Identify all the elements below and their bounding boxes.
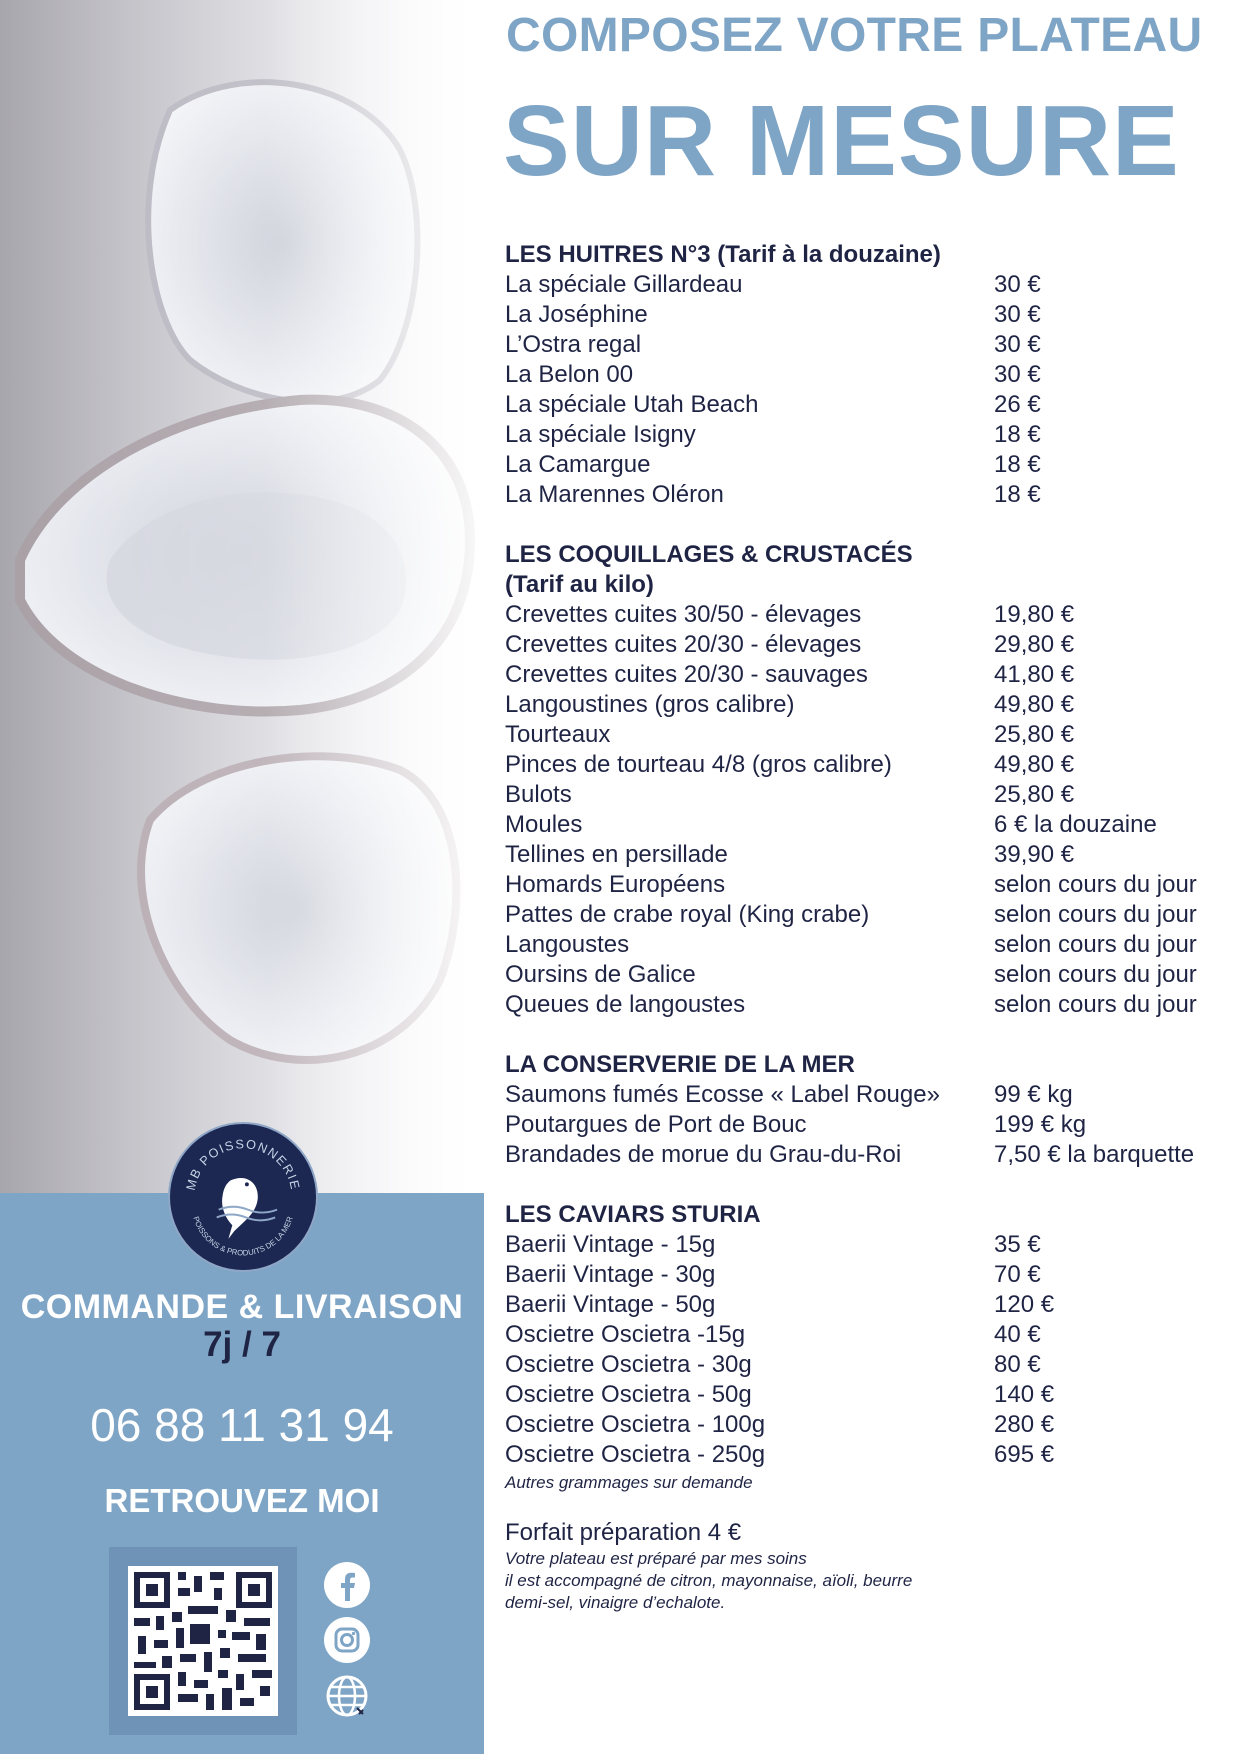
- list-item: [505, 1260, 1225, 1290]
- item-name: La spéciale Gillardeau: [505, 271, 743, 298]
- item-price: 18 €: [994, 481, 1041, 508]
- item-price: 41,80 €: [994, 661, 1075, 688]
- item-name: Pattes de crabe royal (King crabe): [505, 901, 870, 928]
- item-price: 39,90 €: [994, 841, 1075, 868]
- list-item: [505, 1140, 1225, 1170]
- list-item: [505, 1080, 1225, 1110]
- item-name: L’Ostra regal: [505, 331, 642, 358]
- list-item: [505, 390, 1225, 420]
- caviar-note: Autres grammages sur demande: [505, 1473, 753, 1492]
- item-price: 26 €: [994, 391, 1041, 418]
- item-name: Brandades de morue du Grau-du-Roi: [505, 1141, 902, 1168]
- item-price: 6 € la douzaine: [994, 811, 1157, 838]
- list-item: [505, 1230, 1225, 1260]
- item-name: Homards Européens: [505, 871, 726, 898]
- item-price: 35 €: [994, 1231, 1041, 1258]
- item-price: 695 €: [994, 1441, 1055, 1468]
- description-line: demi-sel, vinaigre d’echalote.: [505, 1593, 726, 1612]
- list-item: [505, 300, 1225, 330]
- list-item: [505, 1110, 1225, 1140]
- fish-icon: [217, 1178, 277, 1239]
- item-price: selon cours du jour: [994, 901, 1197, 928]
- facebook-link[interactable]: [323, 1561, 371, 1609]
- list-item: [505, 1290, 1225, 1320]
- item-price: 25,80 €: [994, 781, 1075, 808]
- item-name: Pinces de tourteau 4/8 (gros calibre): [505, 751, 892, 778]
- section-coquillages: [505, 540, 1225, 1020]
- list-item: [505, 420, 1225, 450]
- list-item: [505, 660, 1225, 690]
- find-me-heading: RETROUVEZ MOI: [104, 1482, 380, 1519]
- instagram-link[interactable]: [323, 1616, 371, 1664]
- list-item: [505, 960, 1225, 990]
- item-name: Saumons fumés Ecosse « Label Rouge»: [505, 1081, 940, 1108]
- item-name: Crevettes cuites 20/30 - élevages: [505, 631, 862, 658]
- item-name: Bulots: [505, 781, 572, 808]
- item-name: La Marennes Oléron: [505, 481, 724, 508]
- qr-code[interactable]: [109, 1547, 297, 1735]
- section-conserverie: [505, 1050, 1225, 1170]
- item-name: Oscietre Oscietra - 250g: [505, 1441, 766, 1468]
- item-price: 19,80 €: [994, 601, 1075, 628]
- list-item: [505, 330, 1225, 360]
- item-name: Oscietre Oscietra -15g: [505, 1321, 746, 1348]
- oyster-illustration: [0, 0, 484, 1193]
- item-name: Oscietre Oscietra - 30g: [505, 1351, 752, 1378]
- list-item: [505, 780, 1225, 810]
- item-name: Crevettes cuites 30/50 - élevages: [505, 601, 862, 628]
- section-title: LES CAVIARS STURIA: [505, 1201, 761, 1228]
- item-price: 49,80 €: [994, 751, 1075, 778]
- list-item: [505, 840, 1225, 870]
- list-item: [505, 930, 1225, 960]
- description-line: Votre plateau est préparé par mes soins: [505, 1549, 807, 1568]
- list-item: [505, 360, 1225, 390]
- preparation-fee: Forfait préparation 4 €: [505, 1519, 742, 1546]
- item-name: Queues de langoustes: [505, 991, 746, 1018]
- section-caviars: [505, 1200, 1225, 1496]
- item-name: La Joséphine: [505, 301, 648, 328]
- item-name: Moules: [505, 811, 583, 838]
- page-title-line-2: SUR MESURE: [503, 85, 1180, 197]
- qr-code-icon: [128, 1566, 278, 1716]
- item-name: Poutargues de Port de Bouc: [505, 1111, 807, 1138]
- item-price: 49,80 €: [994, 691, 1075, 718]
- item-price: selon cours du jour: [994, 931, 1197, 958]
- logo-top-text: MB POISSONNERIE: [183, 1137, 303, 1192]
- section-subtitle: (Tarif au kilo): [505, 571, 654, 598]
- item-price: 30 €: [994, 331, 1041, 358]
- list-item: [505, 750, 1225, 780]
- item-price: selon cours du jour: [994, 991, 1197, 1018]
- list-item: [505, 900, 1225, 930]
- list-item: [505, 1410, 1225, 1440]
- list-item: [505, 270, 1225, 300]
- list-item: [505, 1380, 1225, 1410]
- item-price: 99 € kg: [994, 1081, 1073, 1108]
- item-name: Langoustines (gros calibre): [505, 691, 795, 718]
- list-item: [505, 480, 1225, 510]
- page-title-line-1: COMPOSEZ VOTRE PLATEAU: [506, 9, 1203, 62]
- item-price: 7,50 € la barquette: [994, 1141, 1195, 1168]
- order-days: 7j / 7: [203, 1325, 281, 1364]
- list-item: [505, 810, 1225, 840]
- order-delivery-title: COMMANDE & LIVRAISON: [20, 1288, 464, 1326]
- website-link[interactable]: [323, 1672, 371, 1720]
- globe-icon: [323, 1672, 371, 1720]
- item-price: 80 €: [994, 1351, 1041, 1378]
- logo-bottom-text: POISSONS & PRODUITS DE LA MER: [191, 1215, 295, 1258]
- item-price: 30 €: [994, 361, 1041, 388]
- item-name: Baerii Vintage - 30g: [505, 1261, 716, 1288]
- instagram-icon: [323, 1616, 371, 1664]
- item-name: Oscietre Oscietra - 100g: [505, 1411, 766, 1438]
- item-price: 30 €: [994, 301, 1041, 328]
- item-price: 18 €: [994, 421, 1041, 448]
- list-item: [505, 600, 1225, 630]
- oyster-photo: [0, 0, 484, 1193]
- item-price: 29,80 €: [994, 631, 1075, 658]
- item-name: Tellines en persillade: [505, 841, 728, 868]
- item-price: 30 €: [994, 271, 1041, 298]
- list-item: [505, 630, 1225, 660]
- section-title: LA CONSERVERIE DE LA MER: [505, 1051, 855, 1078]
- list-item: [505, 690, 1225, 720]
- item-name: La Belon 00: [505, 361, 634, 388]
- list-item: [505, 1440, 1225, 1470]
- item-name: Baerii Vintage - 15g: [505, 1231, 716, 1258]
- section-title: LES HUITRES N°3 (Tarif à la douzaine): [505, 241, 941, 268]
- description-line: il est accompagné de citron, mayonnaise, aïoli, beurre: [505, 1571, 913, 1590]
- item-name: La spéciale Utah Beach: [505, 391, 759, 418]
- item-price: selon cours du jour: [994, 961, 1197, 988]
- item-price: 280 €: [994, 1411, 1055, 1438]
- item-price: 199 € kg: [994, 1111, 1087, 1138]
- preparation-info: [505, 1518, 1225, 1614]
- item-name: Baerii Vintage - 50g: [505, 1291, 716, 1318]
- item-price: 120 €: [994, 1291, 1055, 1318]
- list-item: [505, 1350, 1225, 1380]
- item-name: Crevettes cuites 20/30 - sauvages: [505, 661, 868, 688]
- item-price: 25,80 €: [994, 721, 1075, 748]
- list-item: [505, 990, 1225, 1020]
- item-price: 140 €: [994, 1381, 1055, 1408]
- list-item: [505, 1320, 1225, 1350]
- list-item: [505, 450, 1225, 480]
- brand-logo: [168, 1122, 318, 1272]
- price-list: [505, 240, 1225, 1614]
- list-item: [505, 720, 1225, 750]
- section-huitres: [505, 240, 1225, 510]
- item-price: selon cours du jour: [994, 871, 1197, 898]
- item-name: La Camargue: [505, 451, 651, 478]
- item-name: Oscietre Oscietra - 50g: [505, 1381, 752, 1408]
- item-name: La spéciale Isigny: [505, 421, 696, 448]
- item-name: Oursins de Galice: [505, 961, 696, 988]
- section-title: LES COQUILLAGES & CRUSTACÉS: [505, 541, 913, 568]
- item-name: Tourteaux: [505, 721, 611, 748]
- list-item: [505, 870, 1225, 900]
- item-price: 18 €: [994, 451, 1041, 478]
- phone-number[interactable]: 06 88 11 31 94: [90, 1399, 394, 1451]
- item-price: 70 €: [994, 1261, 1041, 1288]
- item-name: Langoustes: [505, 931, 630, 958]
- item-price: 40 €: [994, 1321, 1041, 1348]
- facebook-icon: [323, 1561, 371, 1609]
